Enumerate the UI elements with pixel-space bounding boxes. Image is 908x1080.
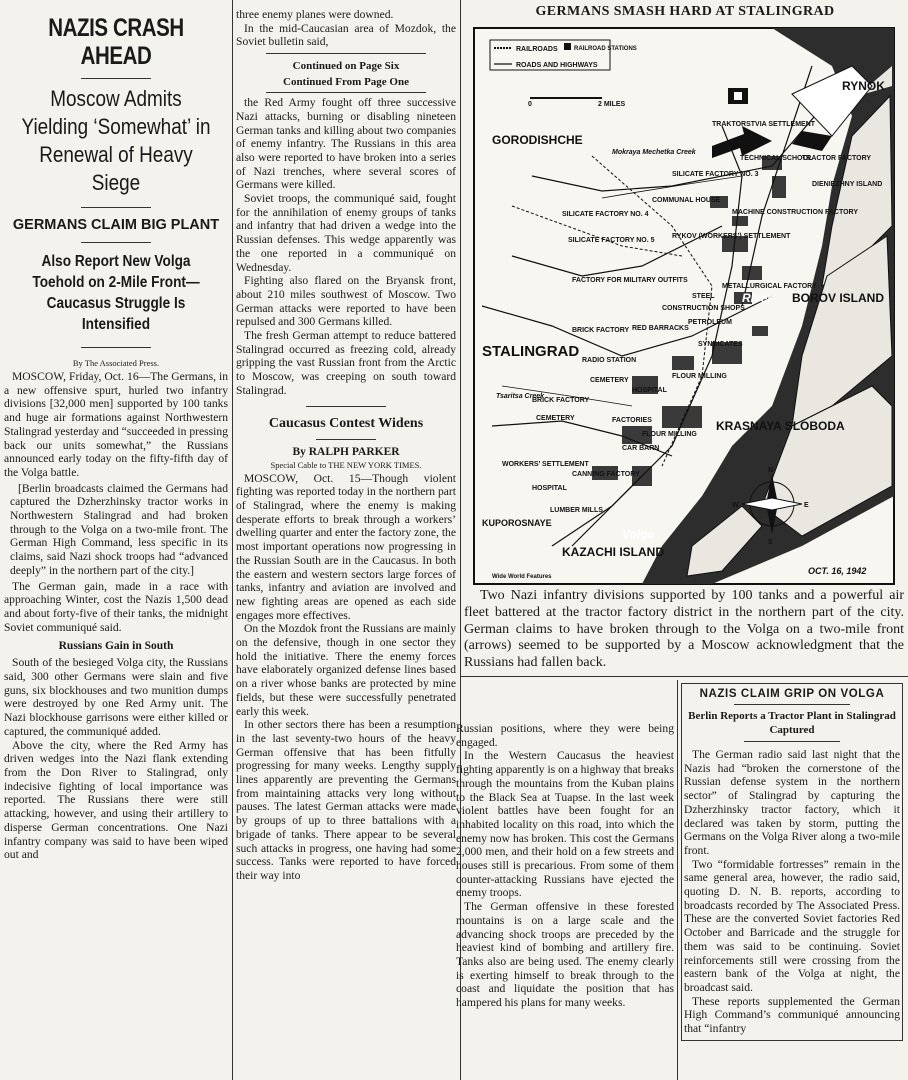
map-label: RAILROADS bbox=[516, 46, 558, 53]
map-label: ROADS AND HIGHWAYS bbox=[516, 62, 598, 69]
article-paragraph: Soviet troops, the communiqué said, fought for the annihilation of enemy groups of tanks and infantry that had driven a wedge into the Russian defenses. This wedge apparently was the one reported in a communiqué on Wednesday. bbox=[236, 192, 456, 274]
column-1 bbox=[4, 0, 228, 1080]
article-paragraph: [Berlin broadcasts claimed the Germans had captured the Dzherzhinsky tractor works in Northwestern Stalingrad and had broken through to the Volga on a two-mile front. The German High Command, less specific in its claims, said Nazi shock troops had “advanced deeply” in the northern part of the city.] bbox=[10, 481, 228, 577]
map-caption bbox=[464, 588, 904, 672]
map-label: CAR BARN bbox=[622, 445, 660, 452]
map-label: Mokraya Mechetka Creek bbox=[612, 149, 696, 156]
box-headline: NAZIS CLAIM GRIP ON VOLGA bbox=[699, 688, 885, 700]
map-label: CEMETERY bbox=[536, 415, 575, 422]
map-label: STEEL bbox=[692, 293, 715, 300]
headline-secondary: Moscow Admits Yielding ‘Somewhat’ in Renewal of Heavy Siege bbox=[21, 86, 211, 195]
map-label: STALINGRAD bbox=[482, 343, 580, 360]
map-label: HOSPITAL bbox=[632, 387, 667, 394]
divider bbox=[81, 207, 151, 208]
map-label: RAILROAD STATIONS bbox=[574, 46, 637, 52]
article-paragraph: Russian positions, where they were being engaged. bbox=[456, 722, 674, 749]
stalingrad-map bbox=[472, 26, 908, 586]
article-paragraph: The German gain, made in a race with approaching Winter, cost the Nazis 1,500 dead and about forty-five of their tanks, the midnight Soviet communiqué said. bbox=[4, 579, 228, 634]
article-paragraph: On the Mozdok front the Russians are mainly on the defensive, though in one sector they hold the initiative. There the enemy forces have elaborately organized defense lines based on a river whose banks are protected by mine fields, but these were successfully penetrated early this week. bbox=[236, 622, 456, 718]
article-paragraph: The German radio said last night that the Nazis had “broken the cornerstone of the Russian defense system in the northern sector” of Stalingrad by capturing the Dzherzhinsky tractor factory, which it declared was taken by storm, putting the Germans on the Volga River along a two-mile front. bbox=[684, 748, 900, 857]
map-label: FLOUR MILLING bbox=[672, 373, 727, 380]
article-paragraph: In other sectors there has been a resumption in the last seventy-two hours of the heavy German offensive that has been fitfully progressing for many weeks. Lengthy supply lines apparently are preventing the Germans from maintaining attacks very long without pauses. The latest German attacks were made by groups of up to three battalions with a brigade of tanks. There appear to be several such attacks in progress, one having had some success. Tanks were reported to have forced their way into bbox=[236, 718, 456, 882]
map-label: HOSPITAL bbox=[532, 485, 567, 492]
map-label: CEMETERY bbox=[590, 377, 629, 384]
map-label: BRICK FACTORY bbox=[572, 327, 630, 334]
divider bbox=[81, 242, 151, 243]
map-label: TRAKTORSTVIA SETTLEMENT bbox=[712, 121, 816, 128]
divider bbox=[744, 741, 840, 742]
map-label: SYNDICATES bbox=[698, 341, 743, 348]
article-paragraph: Two “formidable fortresses” remain in the same general area, however, the radio said, quoting D. N. B. reports, according to broadcasts recorded by The Associated Press. These are the converted Soviet factories Red October and Barricade and the struggle for them was said to be continuing. Soviet reinforcements still were crossing from the eastern bank of the Volga at night, the broadcast said. bbox=[684, 857, 900, 994]
compass-label: E bbox=[804, 502, 809, 509]
map-label: PETROLEUM bbox=[688, 319, 732, 326]
map-label: RYNOK bbox=[842, 79, 885, 93]
map-label: Volga bbox=[622, 527, 655, 541]
map-label: METALLURGICAL FACTORY bbox=[722, 283, 817, 290]
divider bbox=[266, 92, 426, 93]
divider bbox=[81, 78, 151, 79]
map-label: KUPOROSNAYE bbox=[482, 518, 552, 528]
divider bbox=[81, 347, 151, 348]
map-title: GERMANS SMASH HARD AT STALINGRAD bbox=[535, 4, 835, 19]
map-label: LUMBER MILLS bbox=[550, 507, 603, 514]
map-label: CANNING FACTORY bbox=[572, 471, 640, 478]
byline: By RALPH PARKER bbox=[292, 445, 400, 458]
map-label: RYKOV (WORKERS’) SETTLEMENT bbox=[672, 233, 791, 240]
article-paragraph: In the mid-Caucasian area of Mozdok, the Soviet bulletin said, bbox=[236, 21, 456, 49]
article-paragraph: In the Western Caucasus the heaviest fighting apparently is on a highway that breaks through the mountains from the Kuban plains to the Black Sea at Tuapse. In the last week violent battles have been fought for an inhabited locality on this road, into which the enemy now has broken. This cost the Germans 2,000 men, and their hold on a few streets and houses still is precarious. From some of them counter-attacking Russians have ejected the enemy troops. bbox=[456, 749, 674, 900]
map-label: BOROV ISLAND bbox=[792, 291, 885, 305]
compass-label: S bbox=[768, 539, 773, 546]
map-section bbox=[462, 4, 908, 586]
map-label: SILICATE FACTORY NO. 4 bbox=[562, 211, 649, 218]
box-subheadline: Berlin Reports a Tractor Plant in Stalingrad Captured bbox=[688, 710, 896, 736]
map-label: BRICK FACTORY bbox=[532, 397, 590, 404]
divider bbox=[306, 406, 386, 407]
map-label: SILICATE FACTORY NO. 3 bbox=[672, 171, 759, 178]
map-label: Wide World Features bbox=[492, 574, 552, 580]
map-label: 0 bbox=[528, 101, 532, 108]
map-label: Tsaritsa Creek bbox=[496, 393, 544, 400]
column-3 bbox=[456, 722, 674, 1080]
headline-primary: NAZIS CRASH AHEAD bbox=[48, 14, 184, 70]
map-label: COMMUNAL HOUSE bbox=[652, 197, 721, 204]
map-label: KAZACHI ISLAND bbox=[562, 545, 664, 559]
compass-label: W bbox=[732, 502, 739, 509]
map-label: TECHNICAL SCHOOL bbox=[740, 155, 813, 162]
divider bbox=[734, 704, 850, 705]
map-label: TRACTOR FACTORY bbox=[802, 155, 872, 162]
subheading: Russians Gain in South bbox=[58, 640, 174, 653]
map-label: GORODISHCHE bbox=[492, 133, 583, 147]
map-label: WORKERS’ SETTLEMENT bbox=[502, 461, 589, 468]
article-paragraph: The German offensive in these forested mountains is on a large scale and the advancing shock troops are preceded by the heaviest kind of bombing and artillery fire. Tanks also are being used. The enemy clearly is exerting himself to break through to the coast and liquidate the position that has hampered his plans for many weeks. bbox=[456, 900, 674, 1010]
map-label: RADIO STATION bbox=[582, 357, 637, 364]
byline: By The Associated Press. bbox=[72, 358, 160, 368]
special-cable-line: Special Cable to THE NEW YORK TIMES. bbox=[270, 459, 422, 470]
article-paragraph: The fresh German attempt to reduce battered Stalingrad occurred as freezing cold, already gripping the vast Russian front from the Arctic to Moscow, was creeping on south toward Stalingrad. bbox=[236, 329, 456, 397]
map-label: FACTORIES bbox=[612, 417, 652, 424]
map-label: CONSTRUCTION SHOPS bbox=[662, 305, 745, 312]
article-paragraph: Fighting also flared on the Bryansk front, about 210 miles southwest of Moscow. Two German attacks were reported to have been repulsed and 300 Germans killed. bbox=[236, 274, 456, 329]
caption-text: Two Nazi infantry divisions supported by 100 tanks and a powerful air fleet battered at the tractor factory district in the northern part of the city. German claims to have broken through to the Volga on a two-mile front (arrows) seemed to be supported by a Moscow acknowledgment that the Russians had fallen back. bbox=[464, 588, 904, 671]
map-label: OCT. 16, 1942 bbox=[808, 566, 867, 576]
column-rule bbox=[232, 0, 233, 1080]
section-headline: Caucasus Contest Widens bbox=[268, 415, 424, 431]
article-paragraph: the Red Army fought off three successive Nazi attacks, burning or disabling nineteen German tanks and killing about two companies of enemy infantry. The Russians in this area also were reported to have broken into a series of Nazi trenches, where several scores of Germans were killed. bbox=[236, 96, 456, 192]
map-label: SILICATE FACTORY NO. 5 bbox=[568, 237, 655, 244]
headline-deck: Also Report New Volga Toehold on 2-Mile Front—Caucasus Struggle Is Intensified bbox=[32, 253, 200, 333]
map-label: RED BARRACKS bbox=[632, 325, 689, 332]
continued-on-label: Continued on Page Six bbox=[292, 60, 400, 73]
map-label: River bbox=[742, 291, 773, 305]
map-label: KRASNAYA SLOBODA bbox=[716, 419, 845, 433]
divider bbox=[316, 439, 376, 440]
map-label: FACTORY FOR MILITARY OUTFITS bbox=[572, 277, 688, 284]
article-paragraph: These reports supplemented the German High Command’s communiqué announcing that “infantry bbox=[684, 994, 900, 1036]
map-label: MACHINE CONSTRUCTION FACTORY bbox=[732, 209, 858, 216]
column-4 bbox=[681, 683, 903, 1080]
map-label: 2 MILES bbox=[598, 101, 626, 108]
headline-tertiary: GERMANS CLAIM BIG PLANT bbox=[12, 217, 220, 233]
column-rule bbox=[677, 680, 678, 1080]
compass-label: N bbox=[768, 467, 774, 474]
article-paragraph: three enemy planes were downed. bbox=[236, 8, 394, 21]
continued-from-label: Continued From Page One bbox=[283, 76, 409, 89]
column-2 bbox=[236, 0, 456, 1080]
map-label: DIENIEZHNY ISLAND bbox=[812, 181, 883, 188]
article-paragraph: South of the besieged Volga city, the Russians said, 300 other Germans were slain and five guns, six blockhouses and two munition dumps were destroyed by one Red Army unit. The Nazi blockhouse garrisons were either killed or captured, the communiqué added. bbox=[4, 656, 228, 738]
article-paragraph: Above the city, where the Red Army has driven wedges into the Nazi flank extending from the Don River to Stalingrad, only indecisive fighting of local importance was reported. The Russians there were still attacking, however, and using their artillery to disperse German concentrations. One Nazi infantry company was said to have been wiped out and bbox=[4, 738, 228, 862]
article-paragraph: MOSCOW, Oct. 15—Though violent fighting was reported today in the northern part of Stalingrad, where the enemy is making desperate efforts to break through a workers’ dwelling quarter and enter the factory zone, the most important operations now progressing in the Russian South are in the Caucasus. In both the eastern and western sectors large forces of tanks, infantry and aviation are involved and new fighting areas are opened as each side engages more effectives. bbox=[236, 471, 456, 622]
divider bbox=[460, 676, 908, 677]
map-label: FLOUR MILLING bbox=[642, 431, 697, 438]
article-paragraph: MOSCOW, Friday, Oct. 16—The Germans, in a new offensive spurt, hurled two infantry divisions [32,000 men] supported by 100 tanks and huge air formations against Northwestern Stalingrad yesterday and “succeeded in pressing back our units somewhat,” the Russians announced early today on the fifty-fifth day of the Volga battle. bbox=[4, 370, 228, 479]
divider bbox=[266, 53, 426, 54]
